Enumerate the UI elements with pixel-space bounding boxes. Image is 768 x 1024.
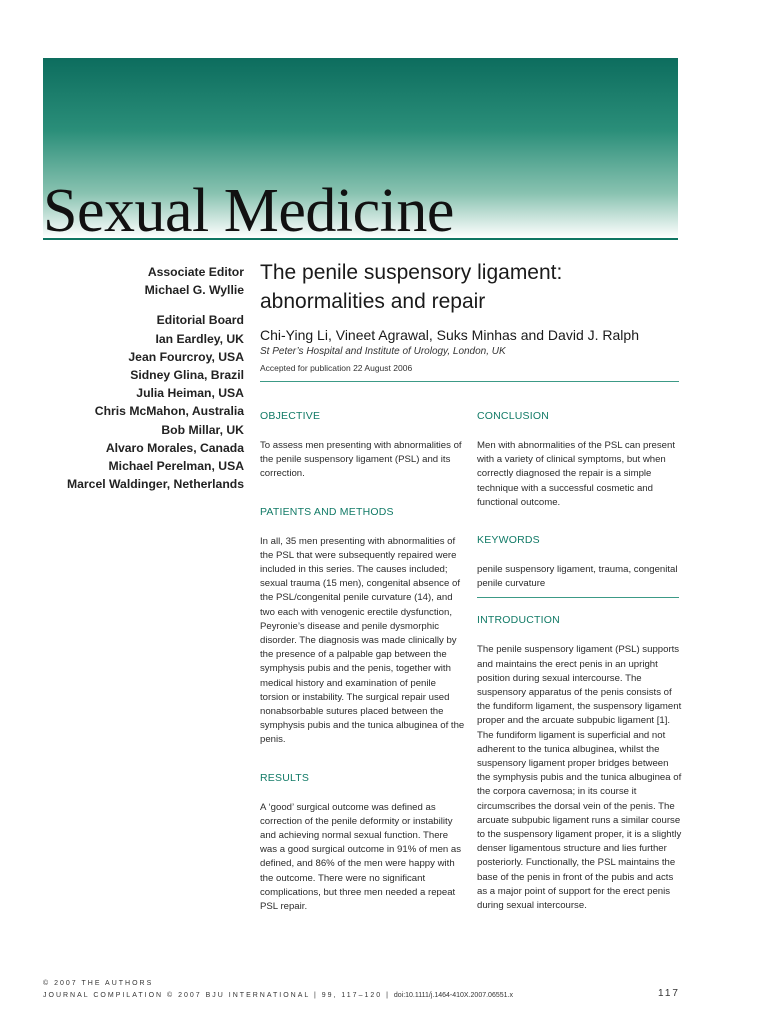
- conclusion-text: Men with abnormalities of the PSL can present with a variety of clinical symptoms, but when correctly diagnosed the repair is a simple technique with a successful cosmetic and functional outcome.: [477, 440, 676, 508]
- conclusion-heading: CONCLUSION: [477, 410, 550, 422]
- article-title-line2: abnormalities and repair: [260, 290, 486, 313]
- abstract-right-column: [477, 410, 682, 937]
- keywords-text: penile suspensory ligament, trauma, congenital penile curvature: [477, 564, 678, 590]
- introduction-heading: INTRODUCTION: [477, 614, 560, 627]
- methods-heading: PATIENTS AND METHODS: [260, 505, 394, 518]
- page-number: 117: [658, 988, 680, 999]
- board-member: Bob Millar, UK: [161, 422, 244, 437]
- editorial-board-block: [4, 311, 244, 493]
- accepted-date: Accepted for publication 22 August 2006: [260, 363, 413, 373]
- associate-editor-block: [4, 263, 244, 299]
- board-member: Sidney Glina, Brazil: [130, 368, 244, 383]
- methods-text: In all, 35 men presenting with abnormalities of the PSL that were subsequently repaired were included in this series. The causes included; sexual trauma (15 men), congenital absence of the PSL/congenital penile curvature (14), and two each with venogenic erectile dysfunction, Peyronie’s disease and penile dysmorphic disorder. The diagnosis was made clinically by the presence of a palpable gap between the symphysis pubis and the penis, together with medical history and examination of penile torsion or instability. The surgical repair used nonabsorbable sutures placed between the symphysis pubis and the tunica albuginea of the penis.: [260, 535, 465, 746]
- article-title-line1: The penile suspensory ligament:: [260, 261, 563, 284]
- compilation-text: JOURNAL COMPILATION © 2007 BJU INTERNATIONAL | 99, 117–120 |: [43, 992, 390, 999]
- footer-copyright: [43, 978, 513, 1002]
- header-divider: [260, 381, 679, 382]
- objective-heading: OBJECTIVE: [260, 410, 321, 422]
- keywords-heading: KEYWORDS: [477, 534, 540, 547]
- results-text: A ‘good’ surgical outcome was defined as correction of the penile deformity or instability and achieving normal sexual function. There was a good surgical outcome in 91% of men as defined, and 86% of the men were happy with the outcome. There were no significant complications, but three men needed a repeat PSL repair.: [260, 801, 462, 913]
- associate-editor-name: Michael G. Wyllie: [144, 283, 244, 298]
- article-title: [260, 258, 680, 316]
- copyright-line: © 2007 THE AUTHORS: [43, 980, 154, 987]
- doi-link[interactable]: doi:10.1111/j.1464-410X.2007.06551.x: [393, 992, 513, 999]
- board-member: Jean Fourcroy, USA: [128, 349, 244, 364]
- editorial-board-role: Editorial Board: [156, 313, 244, 328]
- abstract-divider: [477, 597, 679, 598]
- article-affiliation: St Peter’s Hospital and Institute of Urology, London, UK: [260, 346, 506, 357]
- board-member: Marcel Waldinger, Netherlands: [67, 477, 244, 492]
- results-heading: RESULTS: [260, 771, 310, 784]
- board-member: Chris McMahon, Australia: [94, 404, 244, 419]
- board-member: Michael Perelman, USA: [108, 459, 244, 474]
- objective-text: To assess men presenting with abnormalities of the penile suspensory ligament (PSL) and its correction.: [260, 440, 462, 480]
- compilation-line: [43, 990, 513, 1002]
- introduction-text: The penile suspensory ligament (PSL) supports and maintains the erect penis in an upright position during sexual intercourse. The suspensory apparatus of the penis consists of the fundiform ligament, the suspensory ligament proper and the arcuate subpubic ligament [1]. The fundiform ligament is superficial and not adherent to the tunica albuginea, whilst the suspensory ligament proper bridges between the symphysis pubis and the tunica albuginea of the corpora cavernosa; in its course it circumscribes the dorsal vein of the penis. The arcuate subpubic ligament runs a similar course to the suspensory ligament proper, it is a slightly denser ligamentous structure and lies further posteriorly. Functionally, the PSL maintains the base of the penis in front of the pubis and acts as a major point of support for the erect penis during sexual intercourse.: [477, 644, 682, 912]
- board-member: Alvaro Morales, Canada: [105, 440, 244, 455]
- article-authors: Chi-Ying Li, Vineet Agrawal, Suks Minhas and David J. Ralph: [260, 327, 639, 343]
- abstract-left-column: [260, 410, 465, 938]
- editors-panel: [4, 263, 244, 505]
- associate-editor-role: Associate Editor: [147, 265, 244, 279]
- board-member: Ian Eardley, UK: [155, 331, 244, 346]
- journal-section-title: Sexual Medicine: [43, 177, 454, 245]
- board-member: Julia Heiman, USA: [136, 386, 244, 401]
